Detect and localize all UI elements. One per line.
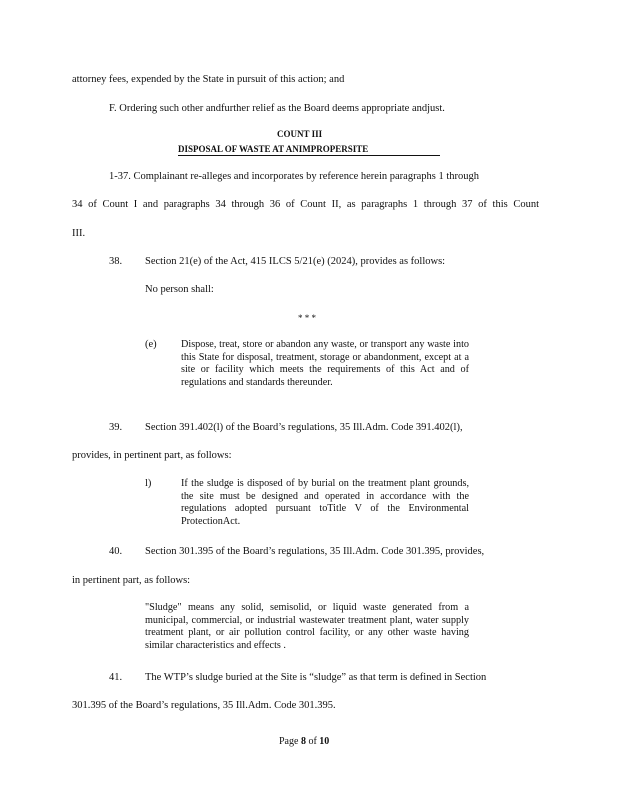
paragraph-number: 41. <box>109 672 123 683</box>
paragraph-line: III. <box>72 228 86 239</box>
quoted-provision <box>181 339 469 389</box>
paragraph-number: 40. <box>109 546 123 557</box>
paragraph-line: No person shall: <box>145 284 214 295</box>
paragraph-line: 301.395 of the Board’s regulations, 35 Ill.Adm. Code 301.395. <box>72 700 336 711</box>
title-underline <box>178 155 440 156</box>
page-label: Page <box>279 736 299 747</box>
paragraph-line: 34 of Count I and paragraphs 34 through 36 of Count II, as paragraphs 1 through 37 of this Count <box>72 199 539 210</box>
paragraph-number: 38. <box>109 256 123 267</box>
quoted-text: Dispose, treat, store or abandon any waste, or transport any waste into this State for disposal, treatment, storage or abandonment, except at a site or facility which meets the requirements of this Act and of regulations and standards thereunder. <box>181 339 469 388</box>
paragraph-line: Section 301.395 of the Board’s regulations, 35 Ill.Adm. Code 301.395, provides, <box>145 546 485 557</box>
quoted-definition <box>145 602 469 652</box>
paragraph-line: in pertinent part, as follows: <box>72 575 191 586</box>
quoted-provision <box>181 478 469 528</box>
of-label: of <box>308 736 317 747</box>
ellipsis-stars: * * * <box>298 313 316 323</box>
quoted-text: If the sludge is disposed of by burial on the treatment plant grounds, the site must be designed and operated in accordance with the regulations adopted pursuant toTitle V of the Environmental ProtectionAct. <box>181 478 469 527</box>
count-title: DISPOSAL OF WASTE AT ANIMPROPERSITE <box>178 144 369 154</box>
page-total: 10 <box>319 736 330 747</box>
list-label: l) <box>145 478 152 489</box>
page-number: 8 <box>300 736 306 747</box>
text-line: attorney fees, expended by the State in pursuit of this action; and <box>72 74 345 85</box>
list-label: (e) <box>145 339 157 350</box>
paragraph-line: 1-37. Complainant re-alleges and incorporates by reference herein paragraphs 1 through <box>109 171 479 182</box>
paragraph-line: provides, in pertinent part, as follows: <box>72 450 232 461</box>
paragraph-line: Section 21(e) of the Act, 415 ILCS 5/21(e) (2024), provides as follows: <box>145 256 446 267</box>
paragraph-number: 39. <box>109 422 123 433</box>
quoted-text: "Sludge" means any solid, semisolid, or liquid waste generated from a municipal, commercial, or industrial wastewater treatment plant, water supply treatment plant, or air pollution control facility, or any other waste having similar characteristics and effects . <box>145 602 469 651</box>
text-line: F. Ordering such other andfurther relief as the Board deems appropriate andjust. <box>109 103 445 114</box>
paragraph-line: The WTP’s sludge buried at the Site is “sludge” as that term is defined in Section <box>145 672 487 683</box>
page-footer <box>279 736 329 747</box>
paragraph-line: Section 391.402(l) of the Board’s regulations, 35 Ill.Adm. Code 391.402(l), <box>145 422 463 433</box>
count-heading: COUNT III <box>277 129 323 139</box>
